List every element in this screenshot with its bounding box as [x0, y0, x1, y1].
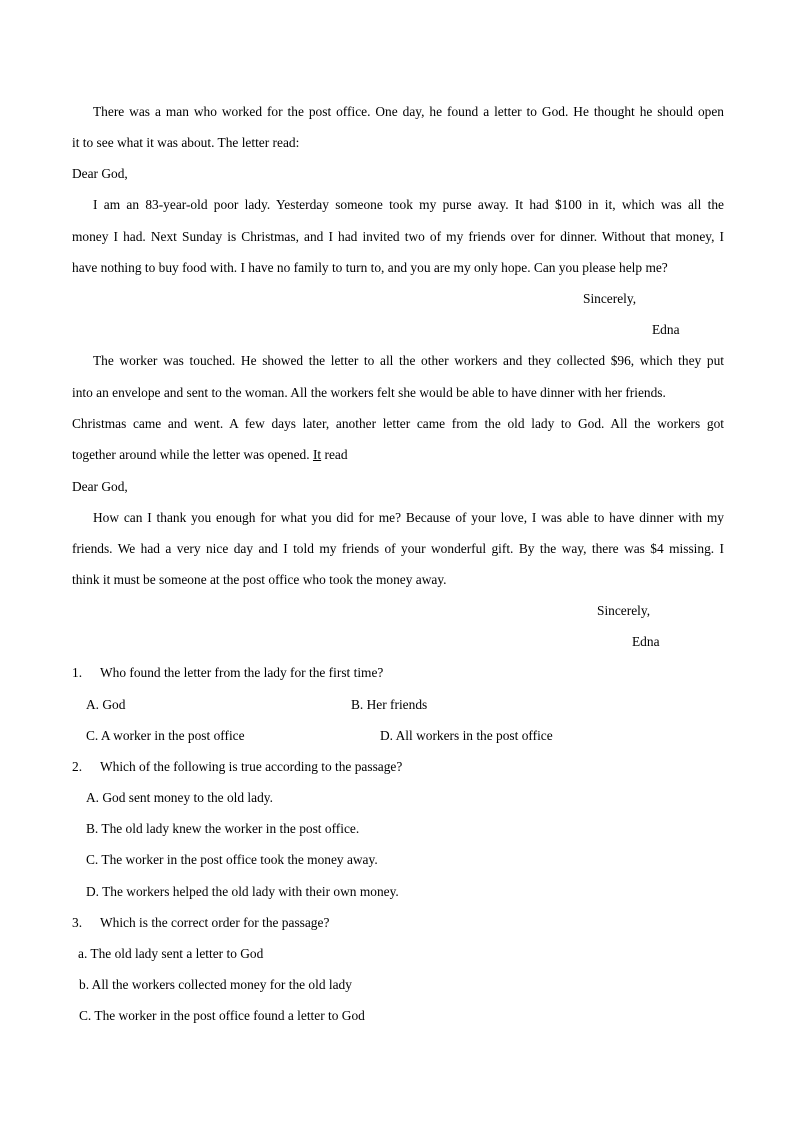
passage-line: into an envelope and sent to the woman. All the workers felt she would be able to have dinner with her friends.	[72, 385, 666, 400]
option-b: B. The old lady knew the worker in the post office.	[86, 821, 360, 836]
order-item-b: b. All the workers collected money for the old lady	[79, 977, 352, 992]
passage-line: Christmas came and went. A few days later, another letter came from the old lady to God. All the workers got	[72, 416, 724, 431]
question-1	[72, 665, 724, 681]
passage-line: I am an 83-year-old poor lady. Yesterday someone took my purse away. It had $100 in it, which was all the	[93, 197, 724, 212]
passage-text: read	[321, 447, 348, 462]
passage-line: How can I thank you enough for what you did for me? Because of your love, I was able to have dinner with my	[93, 510, 724, 525]
option-c: C. The worker in the post office took the money away.	[86, 852, 378, 867]
passage-line: money I had. Next Sunday is Christmas, and I had invited two of my friends over for dinner. Without that money, I	[72, 229, 724, 244]
order-item-a: a. The old lady sent a letter to God	[78, 946, 264, 961]
option-b: B. Her friends	[351, 697, 428, 712]
option-a: A. God	[86, 697, 126, 712]
order-item-c: C. The worker in the post office found a letter to God	[79, 1008, 365, 1023]
passage-line: it to see what it was about. The letter read:	[72, 135, 300, 150]
question-text: Who found the letter from the lady for the first time?	[100, 665, 384, 680]
question-number: 1.	[72, 665, 83, 680]
option-d: D. All workers in the post office	[380, 728, 553, 743]
question-text: Which of the following is true according to the passage?	[100, 759, 403, 774]
passage-line: have nothing to buy food with. I have no family to turn to, and you are my only hope. Can you please help me?	[72, 260, 668, 275]
closing: Sincerely,	[583, 291, 637, 306]
signature: Edna	[652, 322, 680, 337]
salutation: Dear God,	[72, 479, 128, 494]
signature: Edna	[632, 634, 660, 649]
passage-line: friends. We had a very nice day and I told my friends of your wonderful gift. By the way, there was $4 missing. I	[72, 541, 724, 556]
option-d: D. The workers helped the old lady with their own money.	[86, 884, 399, 899]
salutation: Dear God,	[72, 166, 128, 181]
option-c: C. A worker in the post office	[86, 728, 245, 743]
passage-line: The worker was touched. He showed the letter to all the other workers and they collected $96, which they put	[93, 353, 724, 368]
closing: Sincerely,	[597, 603, 651, 618]
question-text: Which is the correct order for the passage?	[100, 915, 330, 930]
passage-line: There was a man who worked for the post office. One day, he found a letter to God. He thought he should open	[93, 104, 724, 119]
question-2	[72, 759, 724, 775]
question-number: 2.	[72, 759, 83, 774]
underlined-word: It	[312, 447, 322, 462]
passage-line	[72, 447, 724, 463]
question-number: 3.	[72, 915, 83, 930]
question-3	[72, 915, 724, 931]
option-a: A. God sent money to the old lady.	[86, 790, 273, 805]
passage-line: think it must be someone at the post office who took the money away.	[72, 572, 447, 587]
passage-text: together around while the letter was opened.	[72, 447, 313, 462]
